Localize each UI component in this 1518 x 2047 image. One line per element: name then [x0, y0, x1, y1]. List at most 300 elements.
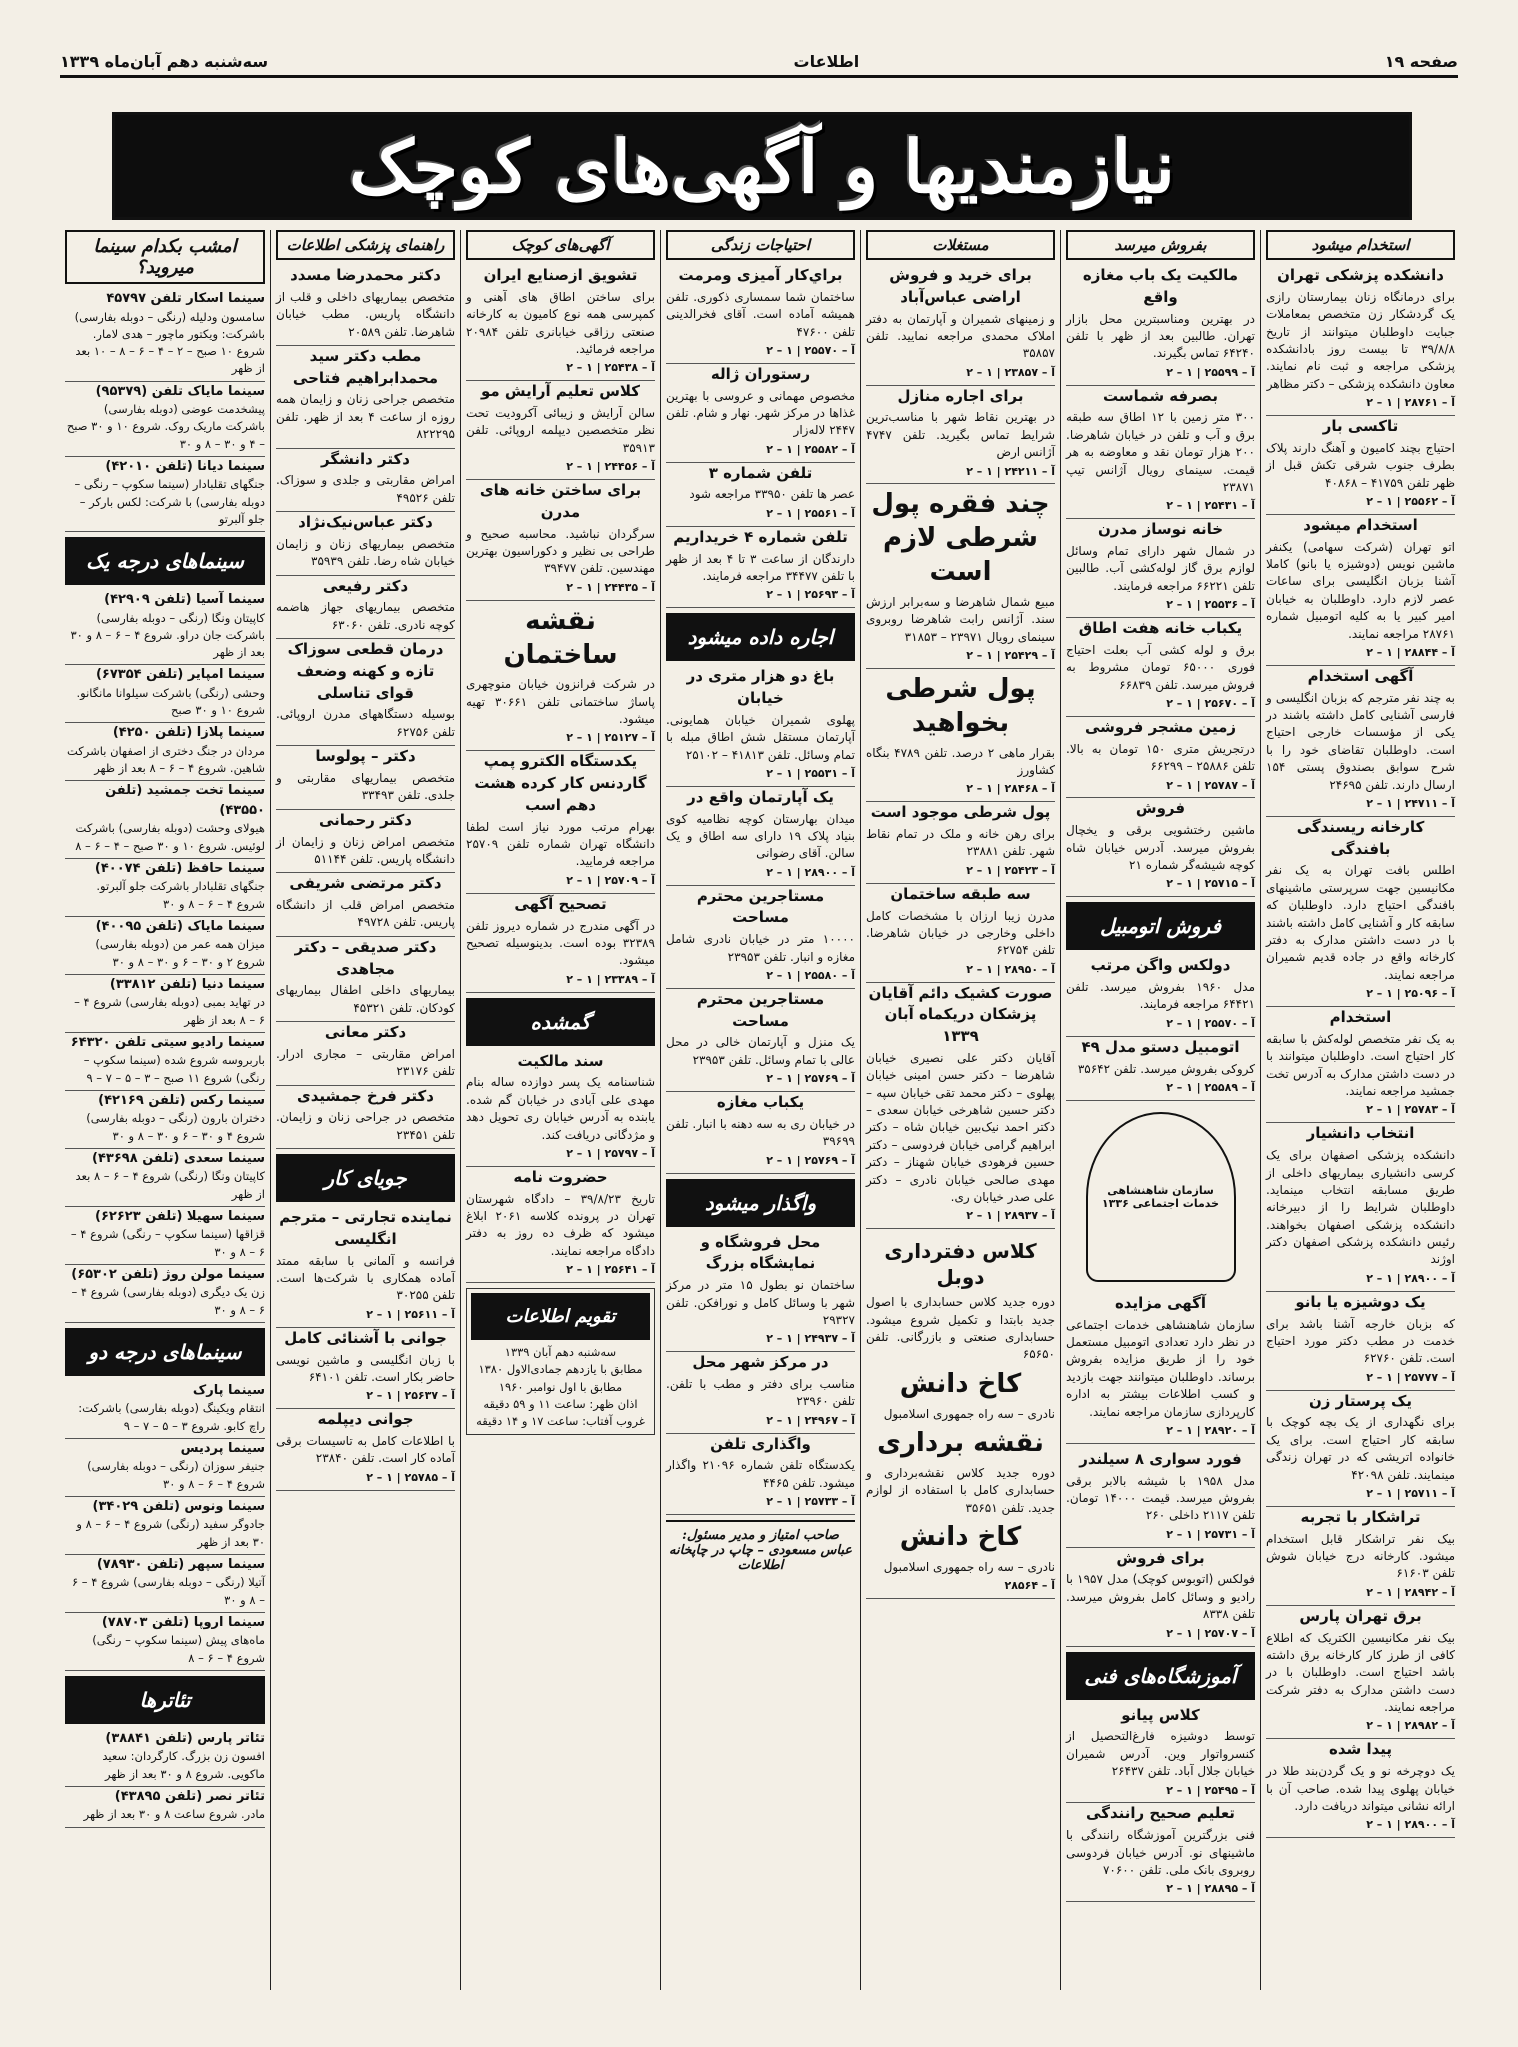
- ad-text: برق و لوله کشی آب بعلت احتیاج فوری ۶۵۰۰۰ تومان مشروط به فروش میرسد. تلفن ۶۶۸۳۹: [1066, 642, 1255, 692]
- cinema-entry: [65, 859, 265, 917]
- ad-ref: آ – ۲۵۶۷۰ | ۱ – ۲: [1166, 697, 1255, 711]
- ad-ref: آ – ۲۵۶۴۱ | ۱ – ۲: [566, 1263, 655, 1277]
- ad-ref: آ – ۲۴۷۱۱ | ۱ – ۲: [1366, 797, 1455, 811]
- ad-text: فنی بزرگترین آموزشگاه رانندگی با ماشینهای نو. آدرس خیابان فردوسی روبروی بانک ملی. تلفن ۷۰۶۰۰: [1066, 1828, 1255, 1877]
- doctor-list: [276, 265, 455, 1149]
- ad-text: میدان بهارستان کوچه نظامیه کوی بنیاد پلاک ۱۹ دارای سه اطاق و یک سالن. آقای رضوانی: [666, 811, 855, 861]
- classified-ad: [1066, 1705, 1255, 1804]
- ad-ref: آ – ۲۸۹۵۰ | ۱ – ۲: [966, 962, 1055, 976]
- ad-ref: آ – ۲۵۵۳۶ | ۱ – ۲: [1166, 598, 1255, 612]
- doctor-details: بیماریهای داخلی اطفال بیماریهای کودکان. تلفن ۴۵۳۲۱: [276, 983, 455, 1015]
- ad-text: بیک نفر مکانیسین الکتریک که اطلاع کافی از طرز کار کارخانه برق داشته باشد احتیاج است. داوطلبان با در دست داشتن مدارک به دفتر شرکت مراجعه نمایند.: [1266, 1630, 1455, 1715]
- doctor-name: دکتر دانشگر: [321, 449, 410, 468]
- ad-title: استخدام: [1329, 1008, 1392, 1027]
- cinema-name: سینما اسکار تلفن ۴۵۷۹۷: [106, 291, 265, 306]
- doctor-entry: [276, 512, 455, 576]
- ad-title: اتومبیل دستو مدل ۴۹: [1081, 1037, 1240, 1056]
- ad-ref: آ – ۲۸۷۶۱ | ۱ – ۲: [1366, 396, 1455, 410]
- cinema-entry: [65, 457, 265, 532]
- ad-title: براي‌کار آمیزی ومرمت: [678, 266, 843, 284]
- cinema-name: سینما مولن روژ (تلفن ۶۵۳۰۲): [71, 1266, 265, 1282]
- cinema-name: سینما حافظ (تلفن ۴۰۰۷۴): [94, 860, 265, 876]
- ad-ref: آ – ۲۵۷۳۱ | ۱ – ۲: [1166, 1527, 1255, 1541]
- ad-title: رستوران ژاله: [710, 364, 811, 383]
- ad-title: یکباب خانه هفت اطاق: [1078, 619, 1243, 638]
- doctor-details: امراض مقاربتی و جلدی و سوزاک. تلفن ۴۹۵۲۶: [276, 473, 455, 505]
- doctor-entry: [276, 873, 455, 937]
- ad-title: صورت کشیک دائم آقایان پزشکان دریکماه آبان ۱۳۳۹: [868, 983, 1053, 1046]
- ad-text: درتجریش متری ۱۵۰ تومان به بالا. تلفن ۲۵۸۸۶ – ۶۶۲۹۹: [1066, 741, 1255, 774]
- doctor-name: مطب دکتر سید محمدابراهیم فتاحی: [292, 346, 439, 387]
- cinema-name: سینما امپایر (تلفن ۶۷۳۵۴): [95, 667, 265, 683]
- section-banner: [112, 112, 1412, 220]
- ads-list: [866, 265, 1055, 1229]
- cinema-entry: [65, 665, 265, 723]
- ad-text: عصر ها تلفن ۳۳۹۵۰ مراجعه شود: [689, 487, 855, 502]
- ad-title: فروش: [1135, 799, 1186, 818]
- ad-ref: آ – ۲۵۵۳۱ | ۱ – ۲: [766, 766, 855, 780]
- ad-ref: آ – ۲۵۵۸۹ | ۱ – ۲: [1166, 1080, 1255, 1094]
- ad-title: برای ساختن خانه های مدرن: [479, 481, 642, 521]
- ad-title: آگهی مزایده: [1114, 1293, 1207, 1312]
- doctor-name: دکتر فرخ جمشیدی: [297, 1086, 434, 1105]
- ad-text: در آگهی مندرج در شماره دیروز تلفن ۳۲۳۸۹ بوده است. بدینوسیله تصحیح میشود.: [466, 918, 655, 968]
- ad-text: در خیابان ری به سه دهنه با انبار. تلفن ۳۹۶۹۹: [666, 1116, 855, 1149]
- doctor-name: دکتر عباس‌نیک‌نژاد: [298, 513, 433, 532]
- cinema-name: سینما پلازا (تلفن ۴۲۵۰): [112, 725, 265, 741]
- ad-title: مستاجرین محترم مساحت: [696, 886, 825, 927]
- ad-text: دارندگان از ساعت ۳ تا ۴ بعد از ظهر با تلفن ۳۴۴۷۷ مراجعه فرمایند.: [666, 551, 855, 583]
- ad-ref: آ – ۲۸۹۲۰ | ۱ – ۲: [1166, 1423, 1255, 1437]
- cinema-entry: [65, 1149, 265, 1207]
- ad-ref: آ – ۲۵۷۱۵ | ۱ – ۲: [1166, 877, 1255, 891]
- ad-title: دولکس واگن مرتب: [1090, 956, 1231, 975]
- classified-ad: [276, 1207, 455, 1328]
- classified-ad: [1066, 265, 1255, 386]
- classified-ad: [466, 265, 655, 381]
- cinema-name: سینما اروپا (تلفن ۷۸۷۰۳): [101, 1614, 265, 1630]
- ad-title: یک دوشیزه یا بانو: [1295, 1292, 1426, 1311]
- column-employment: [1260, 230, 1460, 1990]
- ad-title: یکدستگاه الکترو پمپ گاردنس کار کرده هشت دهم اسب: [474, 752, 647, 814]
- ad-text: شناسنامه یک پسر دوازده ساله بنام مهدی علی آبادی در خیابان گم شده. یابنده به آدرس خیابان ری تحویل دهد و مژدگانی دریافت کند.: [466, 1075, 655, 1142]
- ad-text: سازمان شاهنشاهی خدمات اجتماعی در نظر دارد تعدادی اتومبیل مستعمل خود را از طریق مزایده بفروش برساند. داوطلبان میتوانند جهت بازدید و کسب اطلاعات بیشتر به اداره کارپردازی سازمان مراجعه نمایند.: [1066, 1317, 1255, 1419]
- ad-title: یک آپارتمان واقع در: [687, 787, 834, 806]
- column-cinemas: [60, 230, 270, 1990]
- ad-ref: آ – ۲۵۷۱۱ | ۱ – ۲: [1366, 1486, 1455, 1500]
- ad-text: احتیاج بچند کامیون و آهنگ دارند پلاک بطرف جنوب شرقی تکش قبل از ظهر تلفن ۴۱۷۵۹ – ۴۰۸۶۸: [1266, 440, 1455, 490]
- ad-text: مدرن زیبا ارزان با مشخصات کامل داخلی وخارجی در خیابان شاهرضا. تلفن ۶۲۷۵۴: [866, 908, 1055, 958]
- ad-text: اطلس بافت تهران به یک نفر مکانیسین جهت سرپرستی ماشینهای بافندگی احتیاج دارد. داوطلبان که سابقه کار و آشنایی کامل داشته باشند با در دست داشتن مدارک به دفتر کارخانه واقع در جاده قدیم شمیران مراجعه نمایند.: [1266, 863, 1455, 982]
- column-medical-guide: [270, 230, 460, 1990]
- ad-headline: کاخ دانش: [899, 1522, 1022, 1553]
- ad-title: تصحیح آگهی: [514, 894, 607, 913]
- ad-text: ساختمان نو بطول ۱۵ متر در مرکز شهر با وسائل کامل و نورافکن. تلفن ۲۹۳۲۷: [666, 1278, 855, 1327]
- section-head-real-estate: مستغلات: [866, 230, 1055, 260]
- cinema-entry: [65, 1555, 265, 1613]
- ad-title: کلاس پیانو: [1121, 1705, 1200, 1724]
- cinema-name: تئاتر پارس (تلفن ۳۸۸۴۱): [105, 1730, 265, 1746]
- ads-list: [1066, 955, 1255, 1101]
- ad-text: نادری – سه راه جمهوری اسلامبول: [883, 1559, 1055, 1574]
- cinema-name: سینما مایاک (تلفن ۴۰۰۹۵): [95, 918, 265, 934]
- ad-ref: آ – ۲۸۹۰۰ | ۱ – ۲: [1366, 1818, 1455, 1832]
- ad-text: یکدستگاه تلفن شماره ۲۱۰۹۶ واگذار میشود. تلفن ۴۴۶۵: [666, 1458, 855, 1490]
- ad-title: نماینده تجارتی – مترجم انگلیسی: [279, 1208, 452, 1248]
- paper-name: اطلاعات: [793, 52, 860, 71]
- ads-list: [666, 265, 855, 608]
- ad-ref: آ – ۲۵۷۳۳ | ۱ – ۲: [766, 1495, 855, 1509]
- ad-text: دانشکده پزشکی اصفهان برای یک کرسی دانشیاری بیماریهای داخلی از طریق مسابقه انتخاب مینماید. داوطلبان شرایط را از دبیرخانه دانشکده پزشکی اصفهان بخواهند. رئیس دانشکده پزشکی اصفهان دکتر اوژند: [1266, 1148, 1455, 1267]
- ad-text: کروکی بفروش میرسد. تلفن ۳۵۶۴۲: [1077, 1061, 1255, 1076]
- doctor-details: متخصص بیماریهای مقاربتی و جلدی. تلفن ۳۳۴۹۳: [276, 770, 455, 803]
- doctor-details: متخصص امراض زنان و زایمان از دانشگاه پاریس. تلفن ۵۱۱۴۴: [276, 834, 455, 866]
- ad-title: جوانی با آشنائی کامل: [284, 1328, 447, 1347]
- cinema-name: سینما دیانا (تلفن ۴۲۰۱۰): [105, 458, 265, 474]
- cinema-program: میزان همه عمر من (دوبله بفارسی) شروع ۲ و ۳۰ – ۶ و ۳۰ – ۸ و ۳۰: [95, 937, 265, 969]
- cinema-list: [65, 590, 265, 1323]
- ad-title: مالکیت یک باب مغازه واقع: [1082, 266, 1239, 306]
- classified-ad: [1266, 1606, 1455, 1740]
- ad-title: محل فروشگاه و نمایشگاه بزرگ: [700, 1232, 821, 1273]
- cinema-program: ماه‌های پیش (سینما سکوپ – رنگی) شروع ۴ – ۶ – ۸: [92, 1633, 265, 1665]
- section-head-theaters: تئاترها: [65, 1676, 265, 1724]
- ad-ref: آ – ۲۵۷۸۵ | ۱ – ۲: [366, 1470, 455, 1484]
- ad-ref: آ – ۲۳۸۵۷ | ۱ – ۲: [966, 365, 1055, 379]
- cinema-entry: [65, 289, 265, 382]
- cinema-entry: [65, 781, 265, 859]
- classified-ad: [1266, 1292, 1455, 1391]
- ads-list: [1266, 265, 1455, 1838]
- cinema-program: انتقام ویکینگ (دوبله بفارسی) باشرکت: راچ کابو. شروع ۳ – ۵ – ۷ – ۹: [78, 1401, 265, 1433]
- cinema-name: سینما سهیلا (تلفن ۶۲۶۲۳): [95, 1208, 265, 1224]
- ad-ref: آ – ۲۵۷۹۷ | ۱ – ۲: [566, 1146, 655, 1160]
- cinema-program: جادوگر سفید (رنگی) شروع ۴ – ۶ – ۸ و ۳۰ بعد از ظهر: [76, 1517, 265, 1549]
- ad-title: برق تهران پارس: [1299, 1606, 1422, 1625]
- classified-ad: [1266, 1739, 1455, 1838]
- ad-ref: آ – ۲۵۵۶۱ | ۱ – ۲: [766, 506, 855, 520]
- classified-ad: [866, 983, 1055, 1230]
- ad-ref: آ – ۲۴۹۳۷ | ۱ – ۲: [766, 1332, 855, 1346]
- classified-ad: [1266, 1507, 1455, 1606]
- ads-list: [666, 666, 855, 1173]
- cinema-entry: [65, 1497, 265, 1555]
- cinema-program: جنگهای تقلبادار (سینما سکوپ – رنگی – دوبله بفارسی) با شرکت: لکس بارکر – جلو آلبرتو: [74, 477, 265, 526]
- cinema-name: سینما رکس (تلفن ۴۲۱۶۹): [98, 1092, 265, 1108]
- ad-text: به چند نفر مترجم که بزبان انگلیسی و فارسی آشنایی کامل داشته باشند در یکی از مؤسسات خارجی احتیاج است. داوطلبان تقاضای خود را با شرح سوابق بصندوق پستی ۱۵۴ ارسال دارند. تلفن ۲۴۶۹۵: [1266, 690, 1455, 792]
- ad-title: یکباب مغازه: [716, 1093, 805, 1112]
- classified-ad: [1266, 817, 1455, 1007]
- doctor-details: امراض مقاربتی – مجاری ادرار. تلفن ۲۳۱۷۶: [276, 1046, 455, 1079]
- cinema-program: در تهاید بمبی (دوبله بفارسی) شروع ۴ – ۶ – ۸ بعد از ظهر: [74, 995, 265, 1027]
- ads-list: [466, 1051, 655, 1284]
- ad-text: با اطلاعات کامل به تاسیسات برقی آماده کار است. تلفن ۲۳۸۴۰: [276, 1433, 455, 1466]
- ad-ref: آ – ۲۵۴۲۳ | ۱ – ۲: [966, 863, 1055, 877]
- cinema-program: وحشی (رنگی) باشرکت سیلوانا مانگانو. شروع ۱۰ و ۳۰ صبح: [76, 685, 265, 717]
- doctor-details: متخصص امراض قلب از دانشگاه پاریس. تلفن ۴۹۷۲۸: [276, 898, 455, 930]
- doctor-entry: [276, 449, 455, 513]
- ad-text: ۳۰۰ متر زمین با ۱۲ اطاق سه طبقه برق و آب و تلفن در خیابان شاهرضا. ۲۰۰ هزار تومان نقد و معاوضه به هر قیمت. سینمای رویال آژانس تیپ ۲۳۸۷۱: [1066, 410, 1255, 494]
- ad-text: توسط دوشیزه فارغ‌التحصیل از کنسرواتوار وین. آدرس شمیران خیابان جلال آباد. تلفن ۲۶۴۳۷: [1066, 1729, 1255, 1779]
- classified-ad: [466, 751, 655, 893]
- doctor-name: دکتر صدیقی – دکتر مجاهدی: [294, 937, 437, 978]
- ad-ref: آ – ۲۸۹۸۲ | ۱ – ۲: [1366, 1719, 1455, 1733]
- doctor-name: دکتر محمدرضا مسدد: [290, 266, 441, 284]
- classified-ad: [1266, 416, 1455, 515]
- classified-columns: [60, 230, 1460, 1990]
- classified-ad: [666, 1232, 855, 1353]
- cinema-program: افسون زن بزرگ. کارگردان: سعید ماکویی. شروع ۸ و ۳۰ بعد از ظهر: [102, 1749, 265, 1781]
- doctor-entry: [276, 576, 455, 640]
- ad-text: ساختمان شما سمساری ذکوری. تلفن همیشه آماده است. آقای فخرالدینی تلفن ۴۷۶۰۰: [666, 289, 855, 339]
- classified-ad: [666, 463, 855, 527]
- doctor-entry: [276, 937, 455, 1022]
- cinema-entry: [65, 1265, 265, 1323]
- ad-text: با زبان انگلیسی و ماشین نویسی حاضر بکار است. تلفن ۶۴۱۰۱: [276, 1352, 455, 1384]
- ad-ref: آ – ۲۵۵۸۲ | ۱ – ۲: [766, 442, 855, 456]
- cinema-name: سینما ونوس (تلفن ۳۴۰۲۹): [92, 1498, 265, 1514]
- doctor-details: متخصص بیماریهای جهاز هاضمه کوچه نادری. تلفن ۶۳۰۶۰: [276, 600, 455, 632]
- cinema-program: زن یک دیگری (دوبله بفارسی) شروع ۴ – ۶ – ۸ و ۳۰: [71, 1285, 265, 1317]
- ad-title: استخدام میشود: [1303, 515, 1418, 534]
- classified-ad: [666, 1434, 855, 1515]
- classified-ad: [1066, 1548, 1255, 1647]
- classified-ad: [666, 527, 855, 608]
- section-head-medical: راهنمای پزشکی اطلاعات: [276, 230, 455, 260]
- cinema-entry: [65, 1381, 265, 1439]
- page-folio: [60, 48, 1458, 78]
- ad-text: اتو تهران (شرکت سهامی) یکنفر ماشین نویس (دوشیزه یا بانو) کاملا آشنا بزبان انگلیسی برای ساعات عصر لازم دارد. داوطلبان به خیابان امیر کبیر یا به کلیه اتومبیل شماره ۲۸۷۶۱ مراجعه نمایند.: [1266, 539, 1455, 641]
- ad-title: انتخاب دانشیار: [1306, 1124, 1415, 1143]
- ad-ref: آ – ۲۴۹۶۷ | ۱ – ۲: [766, 1413, 855, 1427]
- cinema-name: سینما آسیا (تلفن ۴۲۹۰۹): [104, 592, 265, 607]
- calendar-line: اذان ظهر: ساعت ۱۱ و ۵۹ دقیقه: [483, 1396, 638, 1411]
- ad-ref: آ – ۲۴۲۱۱ | ۱ – ۲: [966, 464, 1055, 478]
- calendar-title: تقویم اطلاعات: [471, 1293, 650, 1340]
- ad-ref: آ – ۲۴۴۵۶ | ۱ – ۲: [566, 460, 655, 474]
- ad-title: در مرکز شهر محل: [692, 1353, 829, 1372]
- ad-text: به یک نفر متخصص لوله‌کش با سابقه کار احتیاج است. داوطلبان میتوانند با در دست داشتن مدارک به آدرس تخت جمشید مراجعه نمایند.: [1266, 1031, 1455, 1099]
- cinema-entry: [65, 723, 265, 781]
- ad-text: مدل ۱۹۶۰ بفروش میرسد. تلفن ۶۴۴۲۱ مراجعه فرمایند.: [1066, 980, 1255, 1012]
- cinema-entry: [65, 1439, 265, 1497]
- ad-ref: آ – ۲۵۷۷۷ | ۱ – ۲: [1366, 1370, 1455, 1384]
- ad-title: زمین مشجر فروشی: [1084, 717, 1237, 736]
- ad-text: ماشین رختشویی برقی و یخچال بفروش میرسد. آدرس خیابان شاه کوچه شیشه‌گر شماره ۲۱: [1066, 823, 1255, 872]
- section-head-first-run: سینماهای درجه یک: [65, 537, 265, 585]
- doctor-name: درمان قطعی سوزاک تازه و کهنه وضعف قوای تناسلی: [287, 640, 444, 702]
- section-head-living-needs: احتیاجات زندگی: [666, 230, 855, 260]
- ad-title: فورد سواری ۸ سیلندر: [1079, 1449, 1242, 1468]
- cinema-program: پیشخدمت عوضی (دوبله بفارسی) باشرکت ماریک روک. شروع ۱۰ و ۳۰ صبح – ۴ و ۳۰ – ۸ و ۳۰: [66, 402, 265, 451]
- ad-ref: آ – ۲۸۸۹۵ | ۱ – ۲: [1166, 1882, 1255, 1896]
- section-head-lost: گمشده: [466, 998, 655, 1046]
- cinema-name: سینما رادیو سیتی تلفن ۶۴۳۲۰: [70, 1034, 265, 1050]
- ad-title: حضروت نامه: [513, 1167, 608, 1186]
- ad-title: تعلیم صحیح رانندگی: [1086, 1804, 1235, 1823]
- ad-text: مخصوص مهمانی و عروسی با بهترین غذاها در مرکز شهر. نهار و شام. تلفن ۲۴۴۷ لاله‌زار: [666, 388, 855, 438]
- classified-ad: [1266, 1007, 1455, 1123]
- classified-ad: [666, 787, 855, 886]
- ad-title: کلاس تعلیم آرایش مو: [480, 382, 641, 401]
- classified-ad: [1066, 1803, 1255, 1902]
- ad-text: یک منزل و آپارتمان خالی در محل عالی با تمام وسائل. تلفن ۲۳۹۵۳: [666, 1035, 855, 1067]
- classified-ad: [1066, 519, 1255, 618]
- cinema-program: هیولای وحشت (دوبله بفارسی) باشرکت لوئیس. شروع ۱۰ و ۳۰ صبح – ۴ – ۶ – ۸: [75, 821, 265, 853]
- ad-ref: آ – ۲۵۴۹۵ | ۱ – ۲: [1166, 1783, 1255, 1797]
- classified-ad: [666, 1092, 855, 1173]
- ad-title: برای خرید و فروش اراضی عباس‌آباد: [889, 266, 1032, 306]
- ad-text: در بهترین نقاط شهر با مناسب‌ترین شرایط تماس بگیرید. تلفن ۴۷۴۷ آژانس ارض: [866, 410, 1055, 460]
- classified-ad: [666, 989, 855, 1092]
- ads-list: [666, 1232, 855, 1516]
- cinema-entry: [65, 382, 265, 457]
- cinema-program: باربروسه شروع شده (سینما سکوپ – رنگی) شروع ۱۱ صبح – ۳ – ۵ – ۷ – ۹: [83, 1053, 265, 1085]
- ad-text: ۱۰۰۰۰ متر در خیابان نادری شامل مغازه و انبار. تلفن ۲۳۹۵۳: [666, 932, 855, 964]
- ad-title: تلفن شماره ۴ خریداریم: [673, 527, 848, 546]
- ad-title: یک پرستار زن: [1309, 1391, 1412, 1410]
- section-head-rent: اجاره داده میشود: [666, 613, 855, 661]
- ad-headline: کلاس دفترداری دوبل: [884, 1239, 1037, 1290]
- ad-title: سند مالکیت: [517, 1051, 604, 1070]
- cinema-name: سینما سعدی (تلفن ۴۳۶۹۸): [92, 1150, 265, 1166]
- ad-text: برای نگهداری از یک بچه کوچک با سابقه کار احتیاج است. برای یک خانواده اتریشی که در تهران زندگی مینمایند. تلفن ۴۲۰۹۸: [1266, 1415, 1455, 1482]
- classified-ad: [866, 488, 1055, 669]
- ad-text: در شمال شهر دارای تمام وسائل لوازم برق گاز لوله‌کشی آب. طالبین تلفن ۶۶۲۲۱ مراجعه فرمایند.: [1066, 544, 1255, 593]
- doctor-name: دکتر – پولوسا: [315, 747, 416, 766]
- cinema-program: قزاقها (سینما سکوپ – رنگی) شروع ۴ – ۶ – ۸ و ۳۰: [70, 1227, 265, 1259]
- classified-ad: [1266, 1123, 1455, 1291]
- doctor-entry: [276, 810, 455, 874]
- ad-text: دوره جدید کلاس نقشه‌برداری و حسابداری کامل با استفاده از لوازم جدید. تلفن ۳۵۶۵۱: [866, 1465, 1055, 1515]
- doctor-details: متخصص بیماریهای داخلی و قلب از دانشگاه پاریس. مطب خیابان شاهرضا. تلفن ۲۰۵۸۹: [276, 289, 455, 339]
- cinema-entry: [65, 1613, 265, 1671]
- ad-text: فرانسه و آلمانی با سابقه ممتد آماده همکاری با شرکت‌ها است. تلفن ۳۰۲۵۵: [276, 1253, 455, 1303]
- ads-list: [276, 1207, 455, 1491]
- cinema-name: سینما دنیا (تلفن ۳۳۸۱۲): [109, 976, 265, 992]
- section-head-small-ads: آگهی‌های کوچک: [466, 230, 655, 260]
- ad-ref: آ – ۲۵۵۸۰ | ۱ – ۲: [766, 969, 855, 983]
- doctor-name: دکتر معانی: [324, 1023, 407, 1042]
- section-head-lease: واگذار میشود: [666, 1179, 855, 1227]
- cinema-program: دختران بارون (رنگی – دوبله بفارسی) شروع ۴ و ۳۰ – ۶ و ۳۰ – ۸ و ۳۰: [86, 1111, 265, 1143]
- publisher-credit: صاحب امتیاز و مدیر مسئول: عباس مسعودی – چاپ در چاپخانه اطلاعات: [666, 1520, 855, 1573]
- ad-title: پیدا شده: [1328, 1740, 1393, 1759]
- cinema-program: کاپیتان ونگا (رنگی) شروع ۴ – ۶ – ۸ بعد از ظهر: [75, 1169, 265, 1201]
- classified-ad: [666, 666, 855, 787]
- classified-ad: [666, 886, 855, 989]
- ad-text: که بزبان خارجه آشنا باشد برای خدمت در مطب دکتر مورد احتیاج است. تلفن ۶۲۷۶۰: [1266, 1316, 1455, 1366]
- ad-ref: آ – ۲۵۴۲۹ | ۱ – ۲: [966, 649, 1055, 663]
- ad-ref: آ – ۲۵۷۸۳ | ۱ – ۲: [1366, 1103, 1455, 1117]
- calendar-line: غروب آفتاب: ساعت ۱۷ و ۱۴ دقیقه: [476, 1414, 645, 1429]
- ad-ref: آ – ۲۵۰۹۶ | ۱ – ۲: [1366, 987, 1455, 1001]
- classified-ad: [466, 1051, 655, 1167]
- accounting-class-ad: [866, 1234, 1055, 1599]
- ad-text: پهلوی شمیران خیابان همایونی. آپارتمان مستقل شش اطاق مبله با تمام وسائل. تلفن ۴۱۸۱۳ – ۲۵۱۰۲: [666, 712, 855, 762]
- doctor-details: بوسیله دستگاههای مدرن اروپائی. تلفن ۶۲۷۵۶: [276, 707, 455, 739]
- classified-ad: [1066, 1449, 1255, 1548]
- classified-ad: [666, 364, 855, 463]
- page-number: صفحه ۱۹: [1384, 52, 1458, 71]
- ads-list: [1066, 265, 1255, 897]
- ads-list: [1066, 1705, 1255, 1903]
- ad-ref: آ – ۲۵۷۸۷ | ۱ – ۲: [1166, 778, 1255, 792]
- classified-ad: [866, 802, 1055, 883]
- classified-ad: [666, 1352, 855, 1433]
- ad-ref: آ – ۲۵۷۰۷ | ۱ – ۲: [1166, 1626, 1255, 1640]
- classified-ad: [466, 1167, 655, 1283]
- doctor-name: دکتر مرتضی شریفی: [289, 874, 442, 893]
- cinema-program: سامسون ودلیله (رنگی – دوبله بفارسی) باشرکت: ویکتور ماچور – هدی لامار. شروع ۱۰ صبح – ۲ – ۴ – ۶ – ۸ – ۱۰ بعد از ظهر: [74, 309, 265, 376]
- ad-headline: کاخ دانش: [899, 1368, 1022, 1399]
- ad-title: جوانی دیپلمه: [317, 1410, 414, 1429]
- cinema-program: کاپیتان ونگا (رنگی – دوبله بفارسی) باشرکت جان دراو. شروع ۴ – ۶ – ۸ و ۳۰ بعد از ظهر: [70, 610, 265, 659]
- classified-ad: [866, 386, 1055, 485]
- cinema-name: سینما پردیس: [180, 1440, 265, 1456]
- cinema-entry: [65, 1729, 265, 1787]
- section-head-second-run: سینماهای درجه دو: [65, 1328, 265, 1376]
- doctor-entry: [276, 265, 455, 346]
- ad-text: تاریخ ۳۹/۸/۲۳ – دادگاه شهرستان تهران در پرونده کلاسه ۲۰۶۱ ابلاغ میشود که ظرف ده روز به دفتر دادگاه مراجعه نمایند.: [466, 1191, 656, 1258]
- column-for-sale: [1060, 230, 1260, 1990]
- section-head-for-sale: بفروش میرسد: [1066, 230, 1255, 260]
- doctor-details: متخصص بیماریهای زنان و زایمان خیابان شاه رضا. تلفن ۳۵۹۳۹: [276, 536, 455, 569]
- ad-text: مبیع شمال شاهرضا و سه‌برابر ارزش سند. آژانس رابت شاهرضا روبروی سینمای رویال ۲۳۹۷۱ – ۳۱۸۵۳: [866, 594, 1055, 644]
- ad-text: نادری – سه راه جمهوری اسلامبول: [883, 1406, 1055, 1421]
- column-small-ads: [460, 230, 660, 1990]
- doctor-entry: [276, 639, 455, 746]
- ad-ref: آ – ۲۵۱۲۷ | ۱ – ۲: [566, 731, 655, 745]
- classified-ad: [1066, 798, 1255, 897]
- ad-ref: آ – ۲۸۹۳۷ | ۱ – ۲: [966, 1209, 1055, 1223]
- ad-title: مستاجرین محترم مساحت: [696, 989, 825, 1030]
- classified-ad: [466, 381, 655, 480]
- classified-ad: [866, 673, 1055, 802]
- cinema-name: تئاتر نصر (تلفن ۴۳۸۹۵): [114, 1788, 265, 1804]
- ad-ref: آ – ۲۵۷۶۹ | ۱ – ۲: [766, 1153, 855, 1167]
- doctor-entry: [276, 1022, 455, 1086]
- classified-ad: [866, 884, 1055, 983]
- calendar-line: مطابق با اول نوامبر ۱۹۶۰: [498, 1379, 623, 1394]
- ad-title: کارخانه ریسندگی بافندگی: [1296, 817, 1425, 858]
- ad-ref: آ – ۲۸۵۶۴: [1004, 1579, 1055, 1593]
- ad-text: بیک نفر تراشکار قابل استخدام میشود. کارخانه درج خیابان شوش تلفن ۶۱۶۰۳: [1266, 1531, 1455, 1581]
- cinema-entry: [65, 917, 265, 975]
- classified-ad: [276, 1328, 455, 1409]
- cinema-entry: [65, 1033, 265, 1091]
- ad-ref: آ – ۲۸۸۴۴ | ۱ – ۲: [1366, 645, 1455, 659]
- ad-ref: آ – ۲۵۷۰۹ | ۱ – ۲: [566, 873, 655, 887]
- doctor-entry: [276, 346, 455, 449]
- doctor-name: دکتر رحمانی: [318, 810, 413, 829]
- classified-ad: [1066, 955, 1255, 1036]
- classified-ad: [1266, 666, 1455, 817]
- ad-ref: آ – ۲۵۴۳۸ | ۱ – ۲: [566, 361, 655, 375]
- classified-ad: [466, 480, 655, 601]
- ad-text: سالن آرایش و زیبائی آکرودیت تحت نظر متخصصین دیپلمه اروپائی. تلفن ۳۵۹۱۳: [466, 406, 655, 455]
- ad-ref: آ – ۲۸۴۶۸ | ۱ – ۲: [966, 782, 1055, 796]
- ad-text: آقایان دکتر علی نصیری خیابان شاهرضا – دکتر حسن امینی خیابان پهلوی – دکتر محمد تقی خیابان سپه – دکتر حسین شاهرخی خیابان سعدی – دکتر احمد نیک‌بین خیابان شاه – دکتر ابراهیم گرامی خیابان فردوسی – دکتر حسین فرهودی خیابان شهناز – دکتر مهدی صالحی خیابان نادری – دکتر علی صدر خیابان ری.: [866, 1050, 1055, 1204]
- org-emblem: سازمان شاهنشاهی خدمات اجتماعی ۱۳۳۶: [1086, 1112, 1236, 1282]
- ad-title: پول شرطی موجود است: [870, 803, 1051, 822]
- ad-title: تراشکار با تجربه: [1300, 1507, 1421, 1526]
- cinema-list: [65, 289, 265, 532]
- cinema-program: جنیفر سوزان (رنگی – دوبله بفارسی) شروع ۴ – ۶ – ۸ و ۳۰: [87, 1459, 265, 1491]
- ads-list: [1066, 1449, 1255, 1647]
- ad-ref: آ – ۲۵۵۹۹ | ۱ – ۲: [1166, 365, 1255, 379]
- ad-ref: آ – ۲۵۴۳۱ | ۱ – ۲: [1166, 499, 1255, 513]
